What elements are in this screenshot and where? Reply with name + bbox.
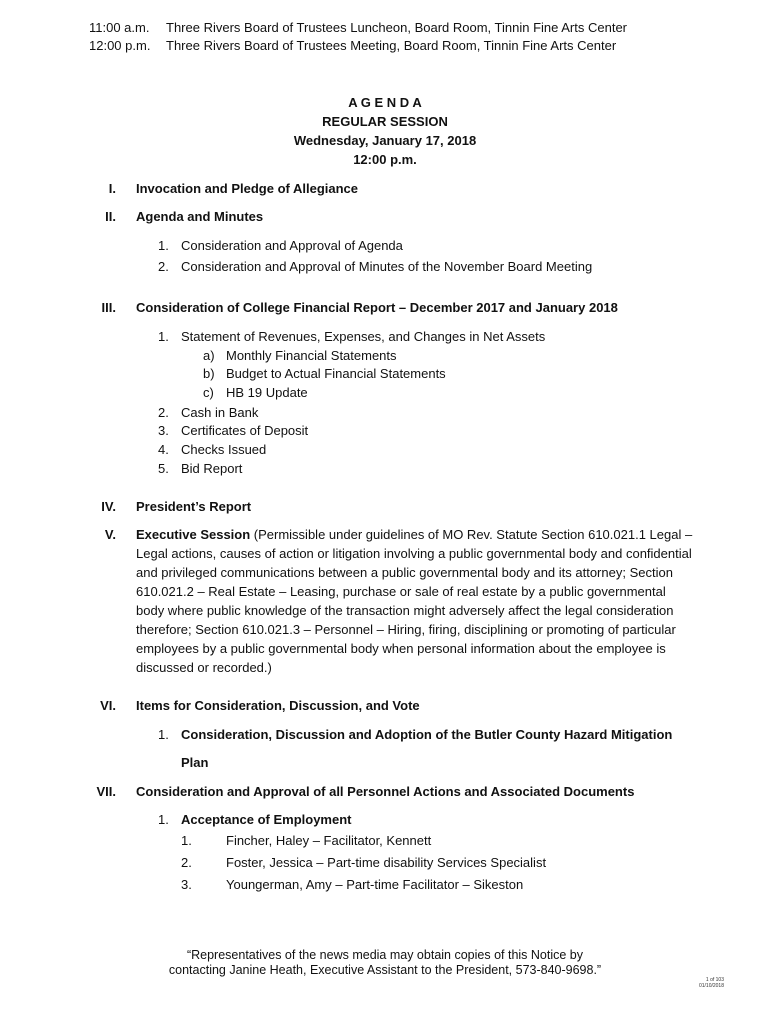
- sublist-item: Fincher, Haley – Facilitator, Kennett: [226, 833, 432, 848]
- section-numeral-4: IV.: [101, 499, 116, 514]
- list-item: Checks Issued: [181, 442, 267, 457]
- sublist-item: Foster, Jessica – Part-time disability Services Specialist: [226, 855, 547, 870]
- list-number: 2.: [158, 405, 169, 420]
- media-notice-line-2: contacting Janine Heath, Executive Assistant to the President, 573-840-9698.”: [168, 963, 602, 977]
- section-heading-6: Items for Consideration, Discussion, and Vote: [136, 698, 420, 713]
- section-numeral-2: II.: [105, 209, 116, 224]
- list-item: Cash in Bank: [181, 405, 259, 420]
- list-item-continued: Plan: [181, 755, 209, 770]
- schedule-time-1: 11:00 a.m.: [89, 20, 150, 35]
- list-item: Consideration and Approval of Agenda: [181, 238, 403, 253]
- list-item: Bid Report: [181, 461, 243, 476]
- list-item: Acceptance of Employment: [181, 812, 352, 827]
- sublist-number: 3.: [181, 877, 192, 892]
- sublist-letter: c): [203, 385, 214, 400]
- list-number: 1.: [158, 238, 169, 253]
- executive-session-text: (Permissible under guidelines of MO Rev. Statute Section 610.021.1 Legal – Legal actions, causes of action or litigation involving a public governmental body and confidential and privileged communications between a public governmental body and its attorney; Section 610.021.2 – Real Estate – Leasing, purchase or sale of real estate by a public governmental body where public knowledge of the transaction might adversely affect the legal consideration therefore; Section 610.021.3 – Personnel – Hiring, firing, disciplining or promoting of particular employees by a public governmental body when personal information about the employee is discussed or recorded.): [136, 527, 693, 675]
- list-item: Certificates of Deposit: [181, 423, 309, 438]
- list-item: Statement of Revenues, Expenses, and Changes in Net Assets: [181, 329, 546, 344]
- media-notice-line-1: “Representatives of the news media may obtain copies of this Notice by: [186, 948, 584, 962]
- agenda-title: A G E N D A: [348, 95, 422, 110]
- sublist-item: Budget to Actual Financial Statements: [226, 366, 446, 381]
- list-number: 2.: [158, 259, 169, 274]
- sublist-number: 2.: [181, 855, 192, 870]
- schedule-event-2: Three Rivers Board of Trustees Meeting, Board Room, Tinnin Fine Arts Center: [166, 38, 617, 53]
- executive-session-paragraph: [136, 525, 696, 677]
- list-number: 3.: [158, 423, 169, 438]
- list-item: Consideration and Approval of Minutes of the November Board Meeting: [181, 259, 593, 274]
- page-stamp: [699, 977, 724, 989]
- sublist-item: Youngerman, Amy – Part-time Facilitator – Sikeston: [226, 877, 524, 892]
- session-type: REGULAR SESSION: [322, 114, 448, 129]
- meeting-time: 12:00 p.m.: [353, 152, 417, 167]
- list-number: 1.: [158, 329, 169, 344]
- section-numeral-7: VII.: [96, 784, 116, 799]
- list-number: 1.: [158, 812, 169, 827]
- section-numeral-6: VI.: [100, 698, 116, 713]
- list-number: 1.: [158, 727, 169, 742]
- section-numeral-3: III.: [101, 300, 116, 315]
- sublist-item: Monthly Financial Statements: [226, 348, 397, 363]
- section-numeral-5: V.: [104, 527, 116, 542]
- schedule-time-2: 12:00 p.m.: [89, 38, 151, 53]
- media-notice: [0, 948, 770, 978]
- section-heading-3: Consideration of College Financial Report – December 2017 and January 2018: [136, 300, 618, 315]
- meeting-date: Wednesday, January 17, 2018: [293, 133, 477, 148]
- list-item: Consideration, Discussion and Adoption of the Butler County Hazard Mitigation: [181, 727, 673, 742]
- schedule-event-1: Three Rivers Board of Trustees Luncheon, Board Room, Tinnin Fine Arts Center: [166, 20, 628, 35]
- page-number: 1 of 103: [705, 977, 724, 983]
- sublist-number: 1.: [181, 833, 192, 848]
- stamp-date: 01/10/2018: [698, 983, 724, 989]
- sublist-letter: b): [203, 366, 215, 381]
- section-numeral-1: I.: [108, 181, 116, 196]
- section-heading-5: Executive Session: [136, 527, 251, 542]
- section-heading-1: Invocation and Pledge of Allegiance: [136, 181, 359, 196]
- sublist-letter: a): [203, 348, 215, 363]
- section-heading-2: Agenda and Minutes: [136, 209, 264, 224]
- sublist-item: HB 19 Update: [226, 385, 308, 400]
- section-heading-4: President’s Report: [136, 499, 252, 514]
- section-heading-7: Consideration and Approval of all Personnel Actions and Associated Documents: [136, 784, 635, 799]
- list-number: 4.: [158, 442, 169, 457]
- list-number: 5.: [158, 461, 169, 476]
